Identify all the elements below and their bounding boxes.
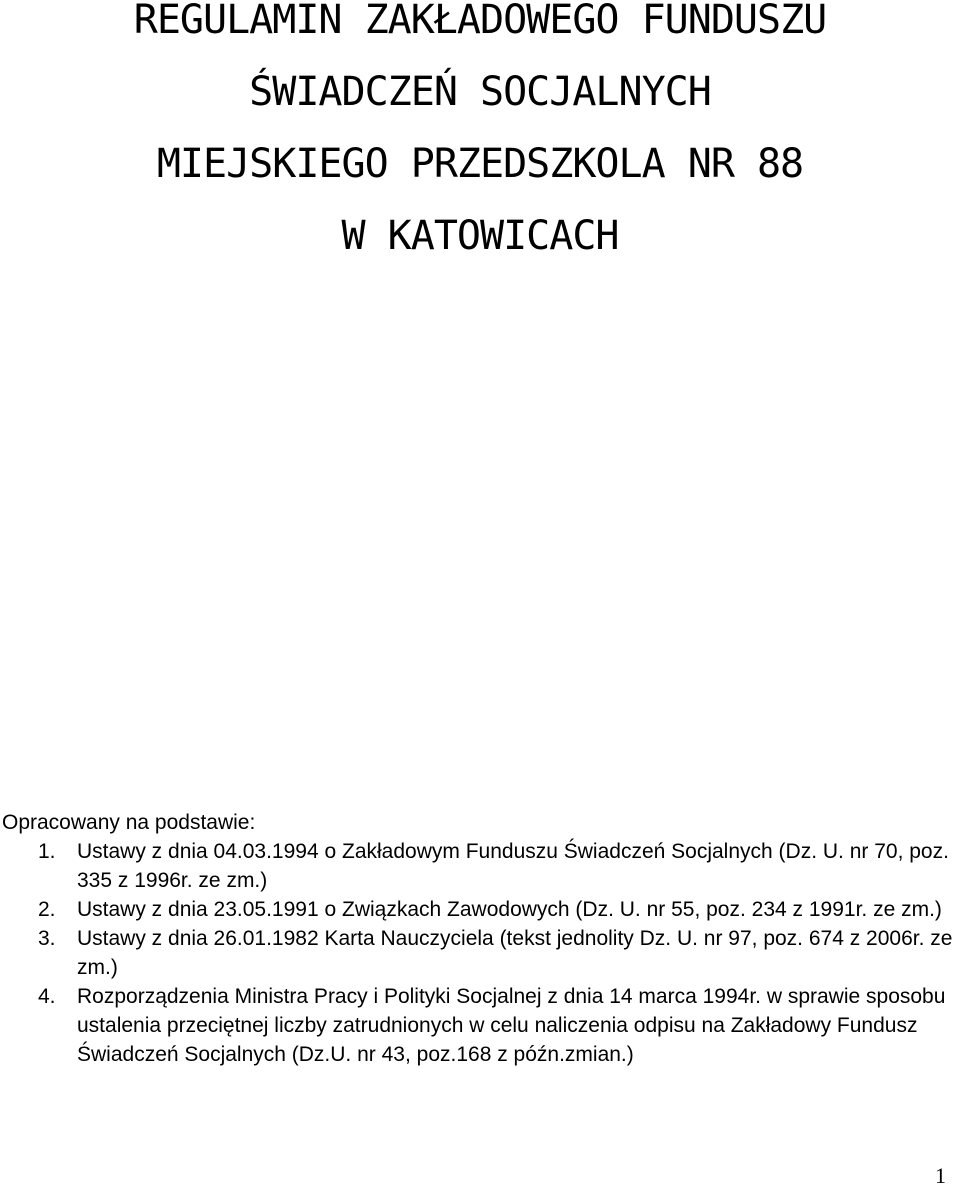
list-item-text: Ustawy z dnia 04.03.1994 o Zakładowym Funduszu Świadczeń Socjalnych (Dz. U. nr 70, poz. 335 z 1996r. ze zm.)	[77, 840, 949, 892]
title-line-1: REGULAMIN ZAKŁADOWEGO FUNDUSZU	[133, 0, 827, 43]
title-line-4: W KATOWICACH	[341, 213, 619, 259]
list-item-number: 4.	[38, 985, 56, 1008]
title-line-2: ŚWIADCZEŃ SOCJALNYCH	[249, 69, 711, 115]
list-item	[0, 895, 960, 924]
page-number: 1	[935, 1163, 946, 1188]
list-item-text: Ustawy z dnia 23.05.1991 o Związkach Zawodowych (Dz. U. nr 55, poz. 234 z 1991r. ze zm.)	[77, 898, 942, 921]
document-title	[0, 0, 960, 259]
list-item-text: Ustawy z dnia 26.01.1982 Karta Nauczyciela (tekst jednolity Dz. U. nr 97, poz. 674 z 2006r. ze zm.)	[77, 927, 953, 979]
legal-basis-list	[0, 837, 960, 1069]
list-item-number: 1.	[38, 840, 56, 863]
legal-basis-intro: Opracowany na podstawie:	[2, 811, 256, 834]
legal-basis-section	[0, 808, 960, 1069]
title-line-3: MIEJSKIEGO PRZEDSZKOLA NR 88	[156, 141, 804, 187]
list-item-number: 2.	[38, 898, 56, 921]
list-item-text: Rozporządzenia Ministra Pracy i Polityki Socjalnej z dnia 14 marca 1994r. w sprawie sposobu ustalenia przeciętnej liczby zatrudnionych w celu naliczenia odpisu na Zakładowy Fundusz Świadczeń Socjalnych (Dz.U. nr 43, poz.168 z późn.zmian.)	[77, 985, 946, 1066]
list-item-number: 3.	[38, 927, 56, 950]
list-item	[0, 982, 960, 1069]
list-item	[0, 837, 960, 895]
list-item	[0, 924, 960, 982]
